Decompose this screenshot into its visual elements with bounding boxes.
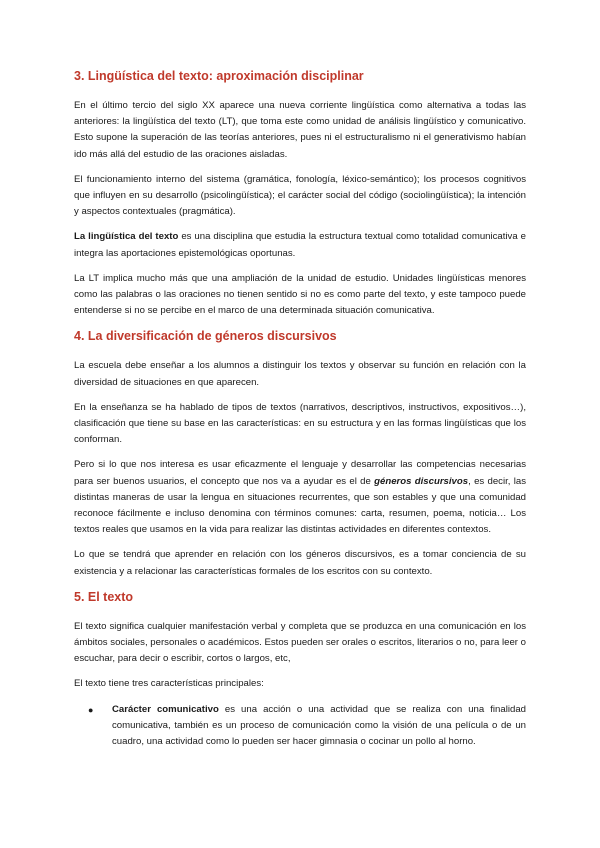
list-item-term: Carácter comunicativo xyxy=(112,703,219,715)
section-3-paragraph-3: La lingüística del texto es una disciplina que estudia la estructura textual como totalidad comunicativa e integra las aportaciones epistemológicas oportunas. xyxy=(74,231,526,259)
section-4-heading: 4. La diversificación de géneros discursivos xyxy=(74,329,337,344)
section-5-paragraph-1: El texto significa cualquier manifestación verbal y completa que se produzca en una comunicación en los ámbitos sociales, personales o académicos. Estos pueden ser orales o escritos, literarios o no, para leer o escuchar, para decir o escribir, cortos o largos, etc, xyxy=(74,620,526,665)
section-4-paragraph-3: Pero si lo que nos interesa es usar eficazmente el lenguaje y desarrollar las competencias necesarias para ser buenos usuarios, el concepto que nos va a ayudar es el de géneros discursivos, es decir, las distintas maneras de usar la lengua en situaciones recurrentes, que son estables y que una comunidad reconoce fácilmente e incluso denomina con términos comunes: carta, resumen, poema, noticia… Los textos reales que usamos en la vida para realizar las distintas actividades en diferentes contextos. xyxy=(74,459,526,536)
section-3-paragraph-4: La LT implica mucho más que una ampliación de la unidad de estudio. Unidades lingüísticas menores como las palabras o las oraciones no tienen sentido si no es como parte del texto, y este tampoco puede entenderse si no se percibe en el marco de una determinada situación comunicativa. xyxy=(74,272,526,317)
section-5-heading: 5. El texto xyxy=(74,589,134,604)
section-3-heading: 3. Lingüística del texto: aproximación disciplinar xyxy=(74,69,364,83)
document-content xyxy=(74,68,526,750)
section-4-paragraph-4: Lo que se tendrá que aprender en relación con los géneros discursivos, es a tomar conciencia de su existencia y a relacionar las características formales de los escritos con su contexto. xyxy=(74,549,526,577)
section-4-paragraph-2: En la enseñanza se ha hablado de tipos de textos (narrativos, descriptivos, instructivos, expositivos…), clasificación que tiene su base en las características: en su estructura y en las formas lingüísticas que los conforman. xyxy=(74,401,526,446)
list-item: ● Carácter comunicativo es una acción o una actividad que se realiza con una finalidad comunicativa, también es un proceso de comunicación como la visión de una película o de un cuadro, una actividad como lo pueden ser hacer gimnasia o cocinar un pollo al horno. xyxy=(88,703,526,748)
lt-term: La lingüística del texto xyxy=(74,231,179,243)
generos-discursivos-term: géneros discursivos xyxy=(374,475,469,487)
section-3-paragraph-2: El funcionamiento interno del sistema (gramática, fonología, léxico-semántico); los procesos cognitivos que influyen en su desarrollo (psicolingüística); el carácter social del código (sociolingüística); la intención y aspectos contextuales (pragmática). xyxy=(74,173,526,218)
characteristics-list xyxy=(74,702,526,751)
section-4-paragraph-1: La escuela debe enseñar a los alumnos a distinguir los textos y observar su función en relación con la diversidad de situaciones en que aparecen. xyxy=(74,360,526,388)
bullet-icon: ● xyxy=(88,704,94,715)
section-5-paragraph-2: El texto tiene tres características principales: xyxy=(74,678,264,690)
section-3-paragraph-1: En el último tercio del siglo XX aparece una nueva corriente lingüística como alternativa a todas las anteriores: la lingüística del texto (LT), que toma este como unidad de análisis lingüístico y comunicativo. Esto supone la superación de las teorías anteriores, pues ni el estructuralismo ni el generativismo habían ido más allá del estudio de las oraciones aisladas. xyxy=(74,100,526,160)
